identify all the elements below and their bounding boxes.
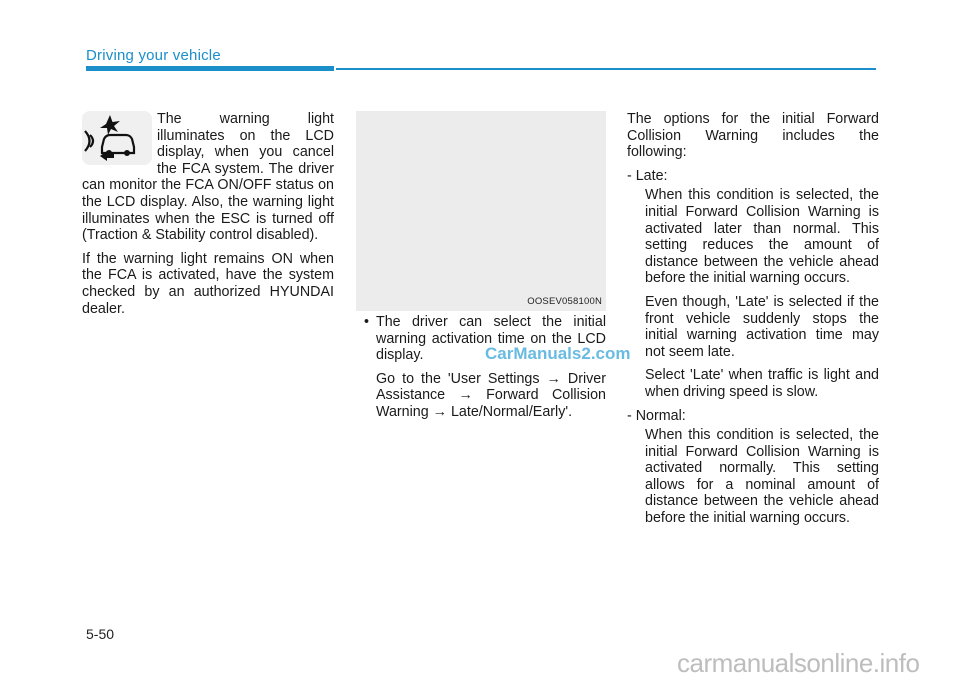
options-intro: The options for the initial Forward Collision Warning includes the following: (627, 111, 879, 161)
option-normal-desc: When this condition is selected, the initial Forward Collision Warning is activated normally. This setting allows for a nominal amount of distance between the vehicle ahead before the initial warning occurs. (645, 427, 879, 527)
footer-site-mark[interactable]: carmanualsonline.info (677, 648, 920, 678)
page-number: 5-50 (86, 626, 115, 642)
header-rule-thin (336, 68, 876, 70)
option-late-note: Even though, 'Late' is selected if the front vehicle suddenly stops the initial warning activation time may not seem late. (645, 293, 879, 360)
figure-lcd-settings (356, 111, 606, 311)
figure-code: OOSEV058100N (527, 296, 602, 307)
bullet-dot: • (364, 314, 370, 330)
fca-warning-icon (82, 111, 152, 165)
column-middle (356, 314, 606, 428)
option-late-body (627, 187, 879, 400)
watermark-text: CarManuals2.com (485, 344, 631, 363)
option-late-tip: Select 'Late' when traffic is light and when driving speed is slow. (645, 367, 879, 400)
column-right (627, 111, 879, 534)
section-title: Driving your vehicle (86, 47, 221, 64)
fca-service-paragraph: If the warning light remains ON when the FCA is activated, have the system checked by an authorized HYUNDAI dealer. (82, 250, 334, 317)
settings-path: Go to the 'User Settings → Driver Assistance → Forward Collision Warning → Late/Normal/Early'. (376, 370, 606, 420)
option-normal-label: - Normal: (627, 407, 686, 424)
option-late-label: - Late: (627, 167, 668, 184)
option-late-desc: When this condition is selected, the initial Forward Collision Warning is activated later than normal. This setting reduces the amount of distance between the vehicle ahead before the initial warning occurs. (645, 187, 879, 287)
header-rule-thick (86, 66, 334, 71)
bullet-text: The driver can select the initial warning activation time on the LCD display. (376, 314, 606, 364)
column-left (82, 111, 334, 324)
option-normal-body (627, 427, 879, 527)
fca-warning-paragraph: The warning light illuminates on the LCD display, when you cancel the FCA system. The driver can monitor the FCA ON/OFF status on the LCD display. Also, the warning light illuminates when the ESC is turned off (Traction & Stability control disabled). (82, 111, 334, 244)
